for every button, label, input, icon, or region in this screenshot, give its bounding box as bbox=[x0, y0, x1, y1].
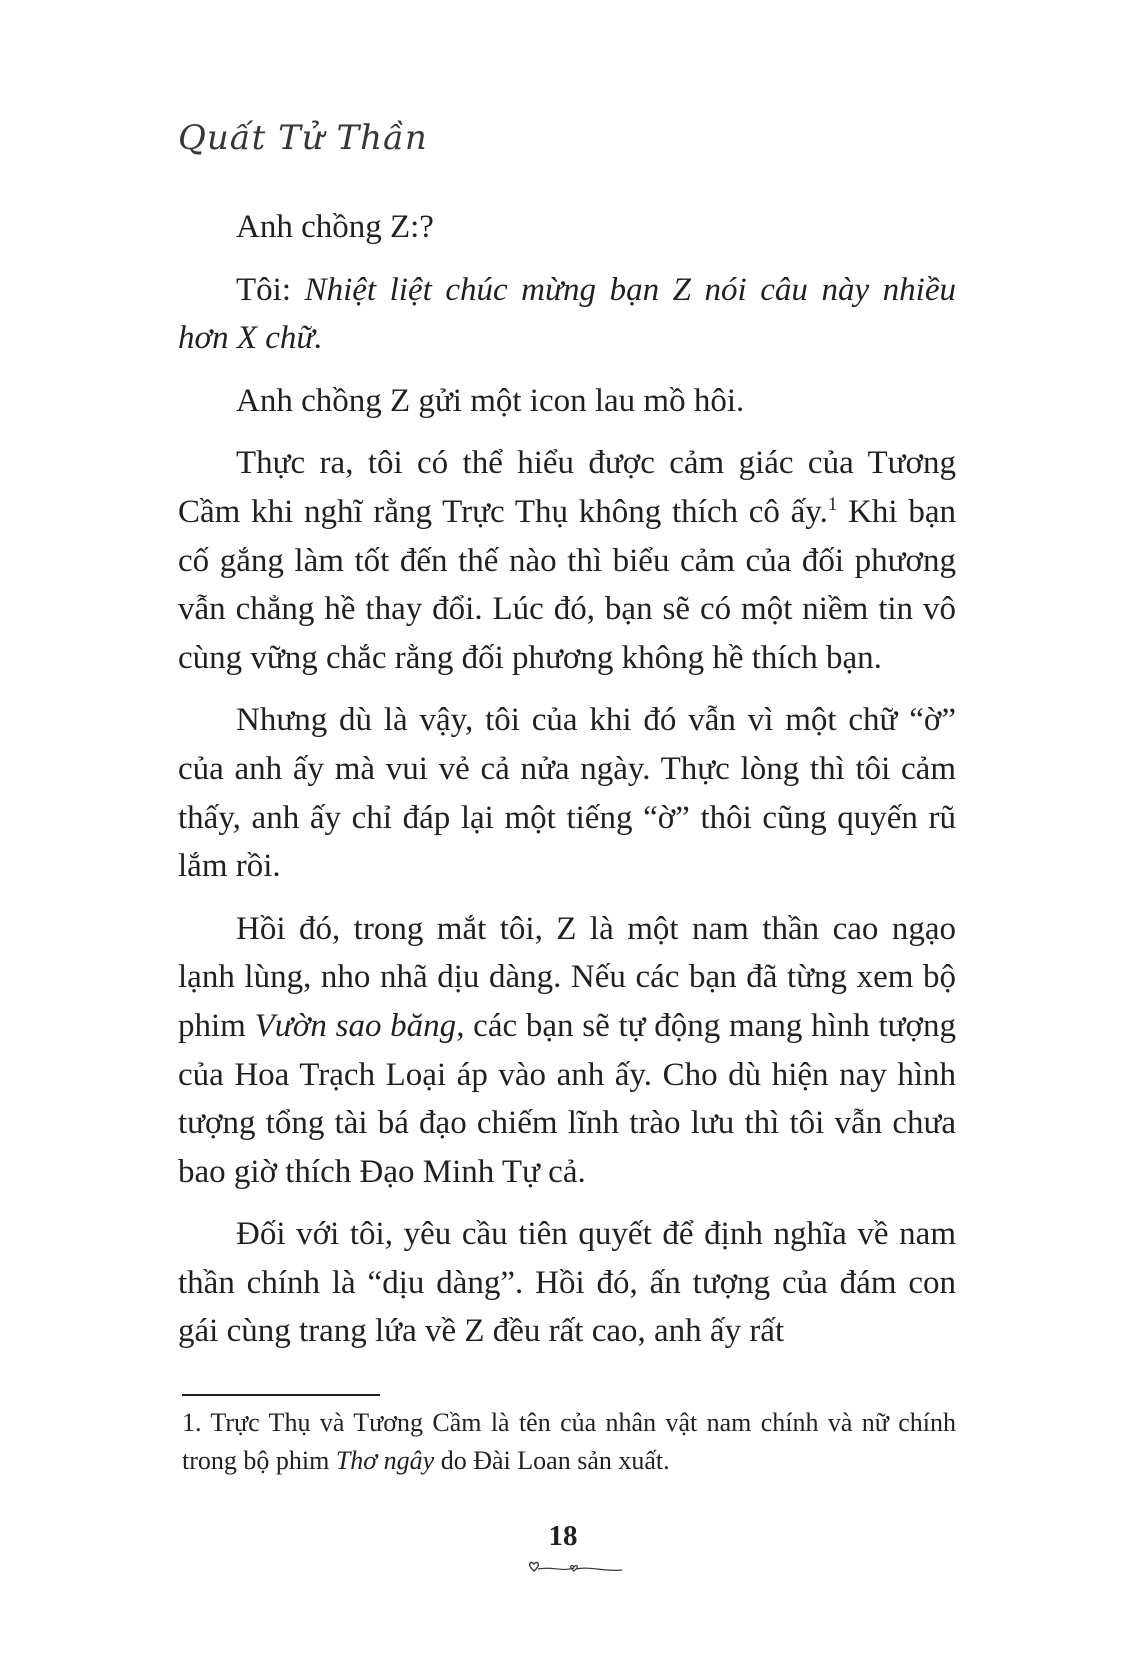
footnote-film-title: Thơ ngây bbox=[335, 1446, 435, 1475]
footnote-text bbox=[182, 1404, 956, 1480]
speaker-label: Tôi: bbox=[236, 271, 305, 308]
paragraph-4-text-b: Khi bạn cố gắng làm tốt đến thế nào thì biểu cảm của đối phương vẫn chẳng hề thay đổi. Lúc đó, bạn sẽ có một niềm tin vô cùng vững chắc rằng đối phương không hề thích bạn. bbox=[178, 493, 956, 676]
footnote-text-a: 1. Trực Thụ và Tương Cầm là tên của nhân vật nam chính và nữ chính trong bộ phim bbox=[182, 1408, 956, 1475]
italic-quote: Nhiệt liệt chúc mừng bạn Z nói câu này nhiều hơn X chữ. bbox=[178, 271, 956, 357]
film-title: Vườn sao băng bbox=[254, 1007, 457, 1044]
paragraph-5: Nhưng dù là vậy, tôi của khi đó vẫn vì một chữ “ờ” của anh ấy mà vui vẻ cả nửa ngày. Thực lòng thì tôi cảm thấy, anh ấy chỉ đáp lại một tiếng “ờ” thôi cũng quyến rũ lắm rồi. bbox=[178, 702, 956, 885]
paragraph-6-text-b: , các bạn sẽ tự động mang hình tượng của Hoa Trạch Loại áp vào anh ấy. Cho dù hiện nay hình tượng tổng tài bá đạo chiếm lĩnh trào lưu thì tôi vẫn chưa bao giờ thích Đạo Minh Tự cả. bbox=[178, 1007, 956, 1190]
page-number: 18 bbox=[548, 1520, 578, 1552]
paragraph-7: Đối với tôi, yêu cầu tiên quyết để định nghĩa về nam thần chính là “dịu dàng”. Hồi đó, ấn tượng của đám con gái cùng trang lứa về Z đều rất cao, anh ấy rất bbox=[178, 1216, 956, 1350]
paragraph-3: Anh chồng Z gửi một icon lau mồ hôi. bbox=[236, 382, 745, 419]
footnote-ref: 1 bbox=[827, 493, 838, 515]
paragraph-4-text-a: Thực ra, tôi có thể hiểu được cảm giác của Tương Cầm khi nghĩ rằng Trực Thụ không thích cô ấy. bbox=[178, 445, 956, 530]
paragraph-6-text-a: Hồi đó, trong mắt tôi, Z là một nam thần cao ngạo lạnh lùng, nho nhã dịu dàng. Nếu các bạn đã từng xem bộ phim bbox=[178, 910, 956, 1044]
footnote-divider bbox=[182, 1394, 380, 1396]
paragraph-1: Anh chồng Z:? bbox=[236, 209, 434, 245]
footnote bbox=[182, 1404, 956, 1480]
paragraph-6 bbox=[178, 905, 956, 1197]
body-text bbox=[178, 203, 956, 1370]
paragraph-2 bbox=[178, 266, 956, 363]
heart-flourish-icon bbox=[528, 1556, 624, 1578]
footnote-text-b: do Đài Loan sản xuất. bbox=[434, 1446, 670, 1475]
running-header: Quất Tử Thần bbox=[178, 118, 428, 158]
paragraph-4 bbox=[178, 439, 956, 682]
